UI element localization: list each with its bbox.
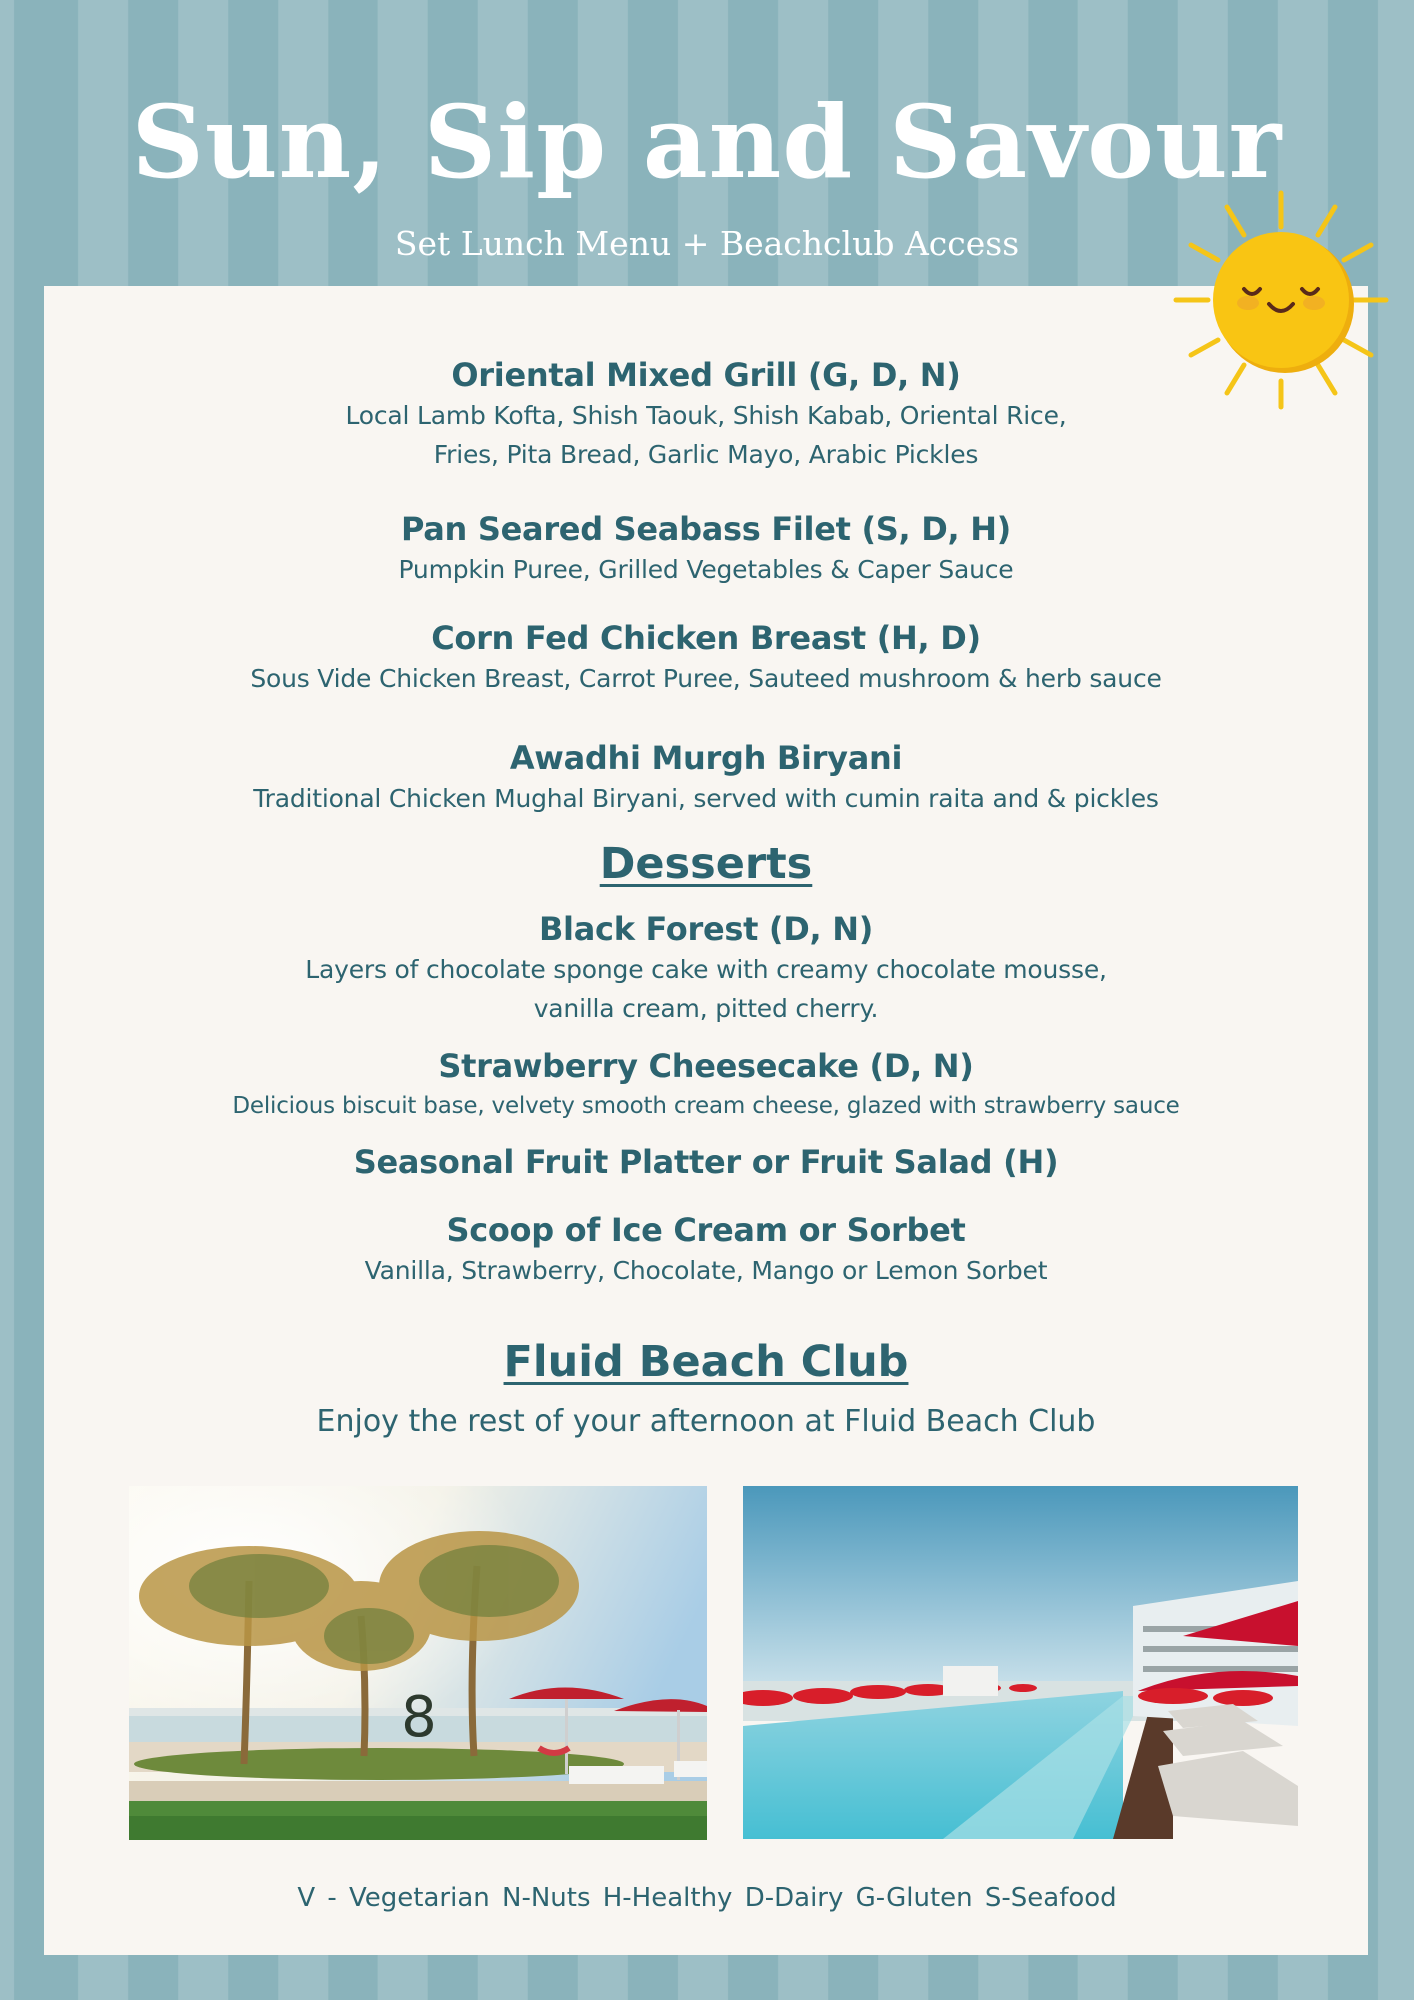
infinity-pool-photo: [743, 1486, 1298, 1839]
page-title: Sun, Sip and Savour: [131, 83, 1283, 201]
dish-name: Seasonal Fruit Platter or Fruit Salad (H): [353, 1143, 1059, 1181]
dish-description: Layers of chocolate sponge cake with creamy chocolate mousse,: [305, 955, 1107, 984]
menu-item-seabass: [44, 508, 1368, 589]
dish-description: Local Lamb Kofta, Shish Taouk, Shish Kabab, Oriental Rice,: [345, 401, 1067, 430]
beach-club-intro: Enjoy the rest of your afternoon at Fluid Beach Club: [316, 1404, 1096, 1439]
dish-name: Strawberry Cheesecake (D, N): [438, 1047, 974, 1085]
dish-description: vanilla cream, pitted cherry.: [533, 994, 879, 1023]
dish-description: Sous Vide Chicken Breast, Carrot Puree, Sauteed mushroom & herb sauce: [250, 664, 1162, 693]
desserts-heading: Desserts: [599, 839, 813, 889]
page-subtitle: Set Lunch Menu + Beachclub Access: [394, 224, 1020, 263]
dish-description: Fries, Pita Bread, Garlic Mayo, Arabic Pickles: [433, 440, 979, 469]
allergen-legend: V - Vegetarian N-Nuts H-Healthy D-Dairy G-Gluten S-Seafood: [297, 1883, 1117, 1913]
dish-description: Delicious biscuit base, velvety smooth cream cheese, glazed with strawberry sauce: [232, 1093, 1180, 1119]
dish-name: Black Forest (D, N): [538, 910, 874, 948]
dish-name: Scoop of Ice Cream or Sorbet: [446, 1211, 966, 1249]
menu-item-fruit-platter: [44, 1141, 1368, 1183]
dish-description: Traditional Chicken Mughal Biryani, served with cumin raita and & pickles: [253, 784, 1159, 813]
svg-text:8: 8: [401, 1685, 437, 1750]
menu-item-oriental-mixed-grill: [44, 354, 1368, 474]
menu-item-strawberry-cheesecake: [44, 1045, 1368, 1126]
dish-name: Oriental Mixed Grill (G, D, N): [451, 356, 961, 394]
dish-description: Pumpkin Puree, Grilled Vegetables & Caper Sauce: [398, 555, 1014, 584]
beach-club-heading: Fluid Beach Club: [503, 1337, 909, 1387]
dish-name: Awadhi Murgh Biryani: [509, 739, 903, 777]
dish-name: Pan Seared Seabass Filet (S, D, H): [400, 510, 1012, 548]
menu-item-ice-cream: [44, 1209, 1368, 1290]
menu-item-biryani: [44, 737, 1368, 818]
dish-description: Vanilla, Strawberry, Chocolate, Mango or Lemon Sorbet: [364, 1256, 1048, 1285]
beach-palm-trees-photo: [129, 1486, 707, 1840]
dish-name: Corn Fed Chicken Breast (H, D): [431, 619, 981, 657]
menu-item-black-forest: [44, 908, 1368, 1028]
menu-item-chicken-breast: [44, 617, 1368, 698]
